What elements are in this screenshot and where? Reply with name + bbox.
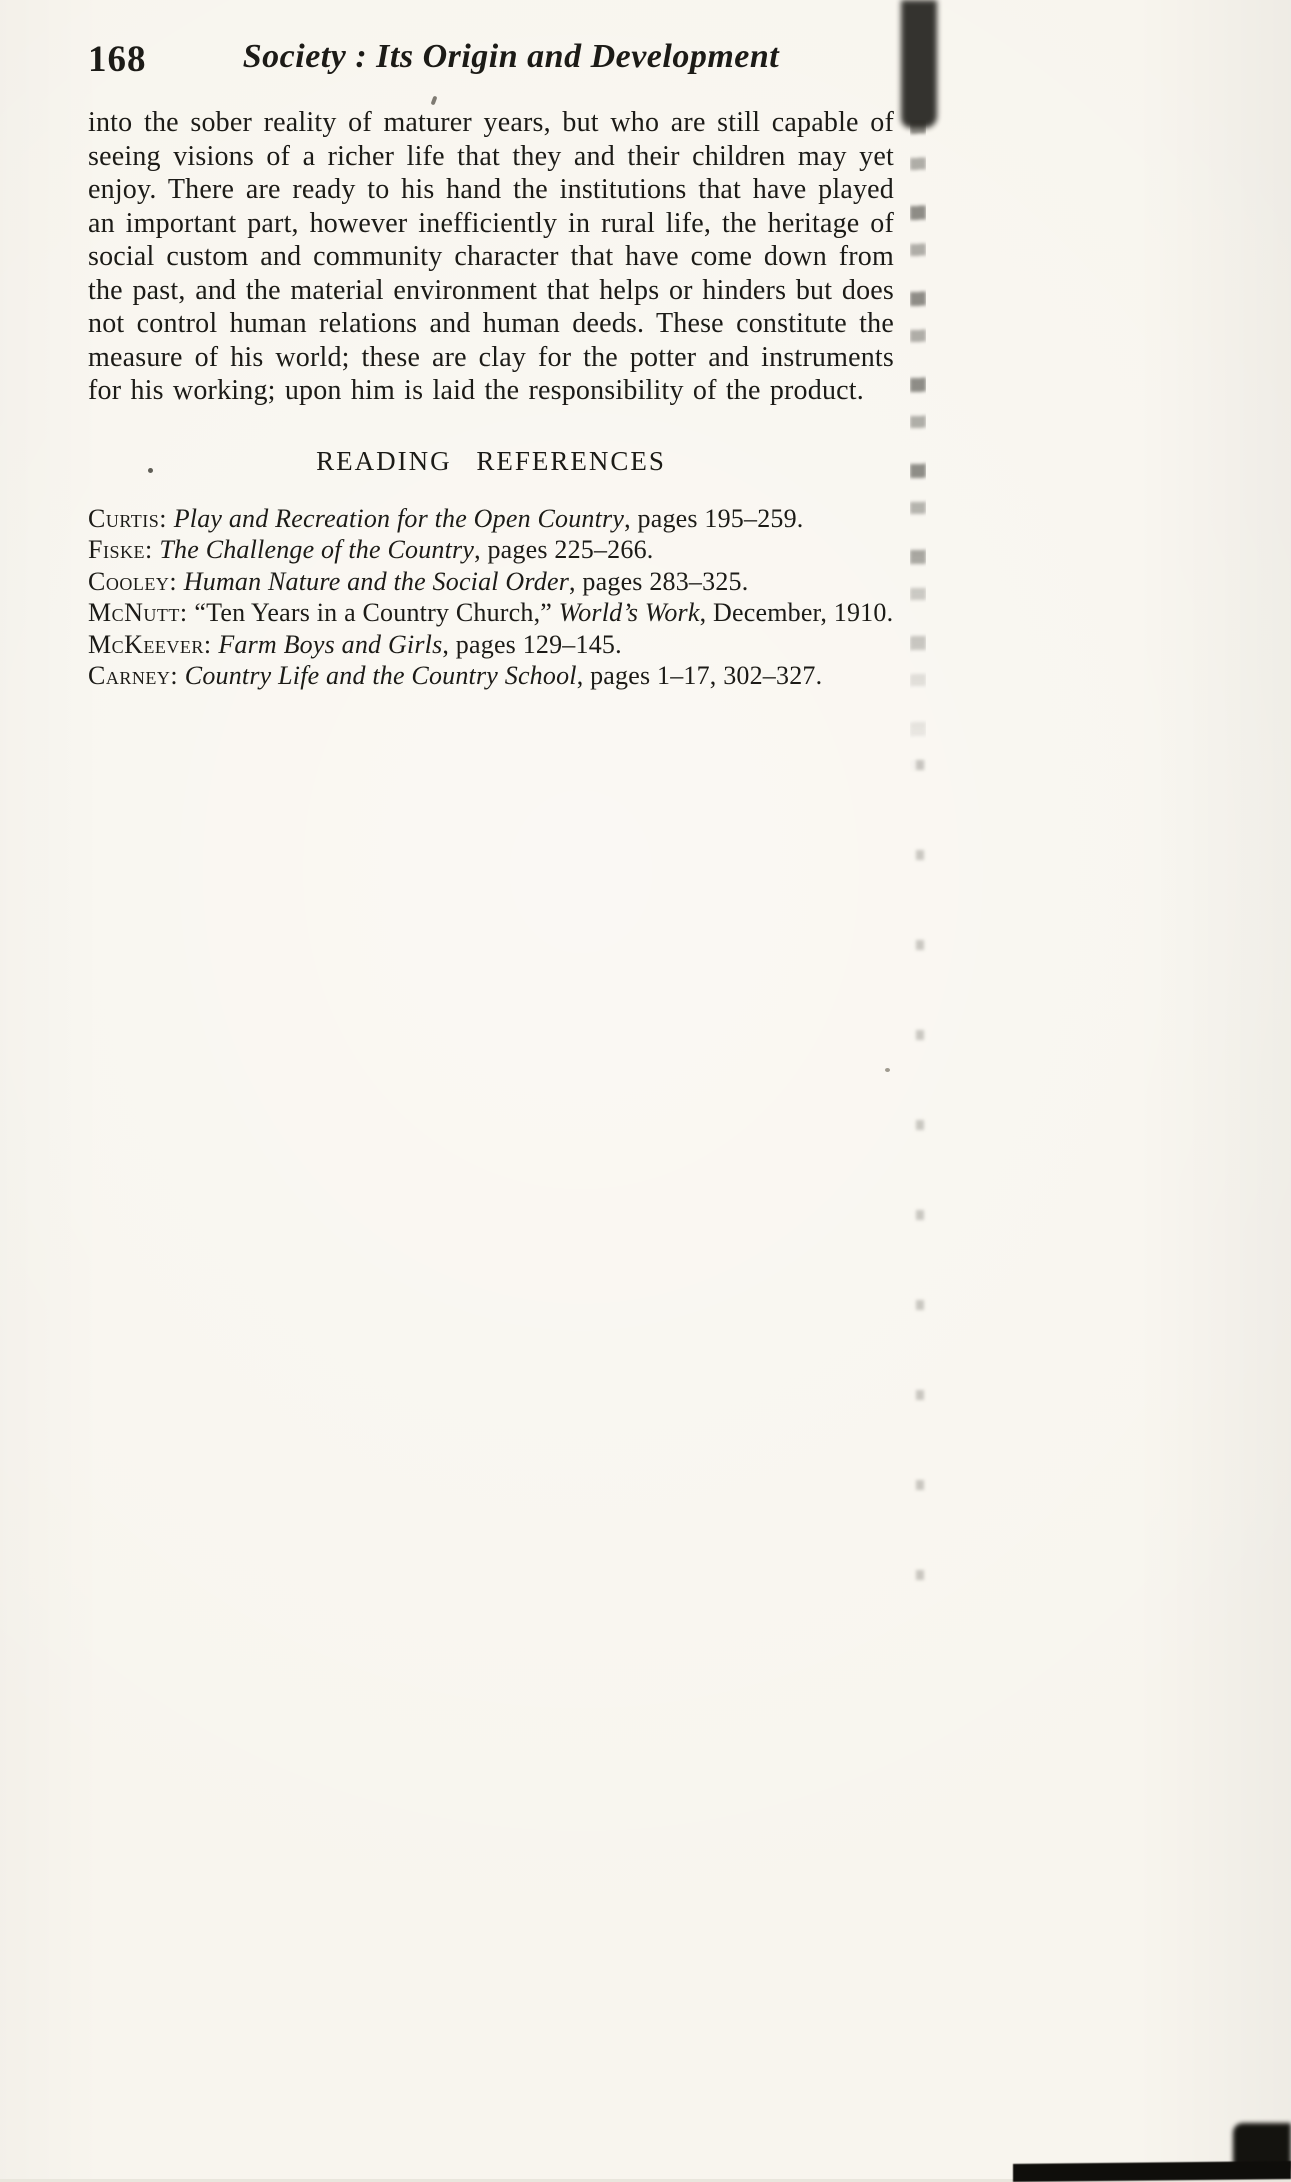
reference-item <box>88 660 894 692</box>
reference-author: Curtis: <box>88 503 167 533</box>
reference-item <box>88 566 894 598</box>
reference-item <box>88 597 894 629</box>
scan-speck <box>885 1068 890 1072</box>
reading-references-heading: READING REFERENCES <box>316 445 666 476</box>
reference-item <box>88 503 894 535</box>
body-paragraph: into the sober reality of maturer years, but who are still capable of seeing visions of a richer life that they and their children may yet enjoy. There are ready to his hand the institutions that have played an important part, however inefficiently in rural life, the heritage of social custom and community character that have come down from the past, and the material environment that helps or hinders but does not control human relations and human deeds. These constitute the measure of his world; these are clay for the potter and instruments for his working; upon him is laid the responsibility of the product. <box>88 107 894 406</box>
reference-title: World’s Work <box>558 598 700 627</box>
running-head <box>88 38 894 90</box>
running-title: Society : Its Origin and Development <box>242 38 780 75</box>
reference-author: McNutt: <box>88 598 188 627</box>
reference-list <box>88 503 894 692</box>
reference-pages: , pages 283–325. <box>569 566 749 596</box>
reference-author: Cooley: <box>88 566 178 596</box>
reference-item <box>88 629 894 661</box>
reference-item <box>88 534 894 566</box>
reference-pages: , December, 1910. <box>699 598 894 627</box>
scan-edge-streaks <box>910 120 926 780</box>
reference-title: Country Life and the Country School <box>184 661 577 690</box>
reference-title: The Challenge of the Country <box>159 535 475 564</box>
reference-pages: , pages 225–266. <box>474 535 654 564</box>
page-number: 168 <box>88 39 147 80</box>
scan-corner-smudge <box>1233 2123 1291 2169</box>
reference-pages: , pages 195–259. <box>624 503 804 533</box>
reference-title: Play and Recreation for the Open Country <box>173 503 625 533</box>
reference-author: Fiske: <box>88 535 153 564</box>
reference-author: Carney: <box>88 661 179 690</box>
scan-edge-smudge-top <box>901 0 937 128</box>
page-content <box>88 38 894 692</box>
reference-title: Human Nature and the Social Order <box>183 566 570 596</box>
reference-pages: , pages 1–17, 302–327. <box>576 661 823 690</box>
reference-title: Farm Boys and Girls <box>218 629 443 659</box>
scan-edge-streaks-faint <box>916 760 924 1660</box>
reference-pages: , pages 129–145. <box>442 629 622 659</box>
reference-author: McKeever: <box>88 629 212 659</box>
reference-quoted-title: “Ten Years in a Country Church,” <box>194 598 559 627</box>
